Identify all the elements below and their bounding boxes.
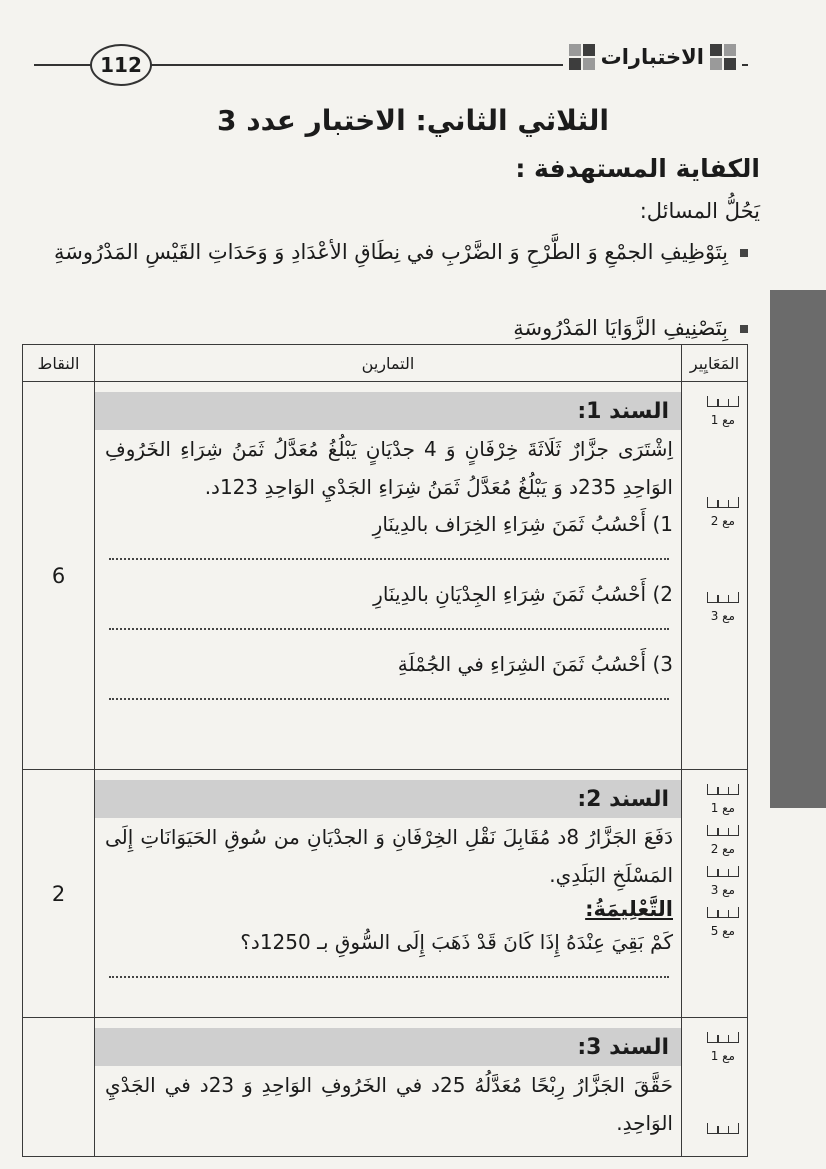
- squares-icon: [569, 44, 595, 70]
- score-box[interactable]: [707, 396, 739, 407]
- exercise-table: [22, 344, 748, 1157]
- bullet-square-icon: [740, 249, 748, 257]
- table-row: [23, 1018, 748, 1157]
- answer-line[interactable]: [109, 536, 669, 560]
- competency-bullet: بِتَصْنِيفِ الزَّوَايَا المَدْرُوسَةِ: [40, 308, 748, 348]
- competency-bullet: بِتَوْظِيفِ الجمْعِ وَ الطَّرْحِ وَ الضَّرْبِ في نِطَاقِ الأعْدَادِ وَ وَحَدَاتِ القَيْسِ المَدْرُوسَةِ: [40, 232, 748, 272]
- competency-lead: يَحُلُّ المسائل:: [639, 199, 760, 223]
- answer-line[interactable]: [109, 676, 669, 700]
- section-band: [95, 780, 681, 818]
- criterion-label: مع 1: [710, 1049, 735, 1063]
- section-title: السند 1:: [577, 398, 669, 424]
- score-box[interactable]: [707, 907, 739, 918]
- answer-line[interactable]: [109, 954, 669, 978]
- criterion-label: مع 3: [710, 609, 735, 623]
- points-cell: 6: [23, 382, 95, 770]
- exercise-cell: [95, 1018, 682, 1157]
- table-header-row: [23, 345, 748, 382]
- section-title: الاختبارات: [600, 45, 704, 69]
- question: 1) أَحْسُبُ ثَمَنَ شِرَاءِ الخِرَاف بالدِينَارِ: [372, 512, 673, 536]
- points-cell: [23, 1018, 95, 1157]
- score-box[interactable]: [707, 825, 739, 836]
- criterion-label: مع 2: [710, 514, 735, 528]
- score-box[interactable]: [707, 784, 739, 795]
- criteria-header: المَعَايِير: [682, 345, 748, 382]
- section-title: السند 3:: [577, 1034, 669, 1060]
- exercises-header: التمارين: [95, 345, 682, 382]
- squares-icon: [710, 44, 736, 70]
- section-title: السند 2:: [577, 786, 669, 812]
- section-text: حَقَّقَ الجَزَّارُ رِبْحًا مُعَدَّلُهُ 25د في الخَرُوفِ الوَاحِدِ وَ 23د في الجَدْيِ الوَاحِدِ.: [105, 1073, 673, 1135]
- question: 2) أَحْسُبُ ثَمَنَ شِرَاءِ الجِدْيَانِ بالدِينَارِ: [373, 582, 673, 606]
- score-box[interactable]: [707, 497, 739, 508]
- bullet-square-icon: [740, 325, 748, 333]
- criterion-label: مع 1: [710, 801, 735, 815]
- score-box[interactable]: [707, 1032, 739, 1043]
- section-text: اِشْتَرَى جزَّارٌ ثَلَاثَةَ خِرْفَانٍ وَ 4 جدْيَانٍ يَبْلُغُ مُعَدَّلُ ثَمَنُ شِرَاءِ الخَرُوفِ الوَاحِدِ 235د وَ يَبْلُغُ مُعَدَّلُ ثَمَنُ شِرَاءِ الجَدْيِ الوَاحِدِ 123د.: [105, 437, 673, 499]
- score-box[interactable]: [707, 866, 739, 877]
- criterion-label: مع 5: [710, 924, 735, 938]
- page-number: 112: [90, 44, 152, 86]
- competency-heading: الكفاية المستهدفة :: [515, 154, 760, 183]
- criteria-cell: [682, 770, 748, 1018]
- score-box[interactable]: [707, 1123, 739, 1134]
- criteria-cell: [682, 382, 748, 770]
- criterion-label: مع 2: [710, 842, 735, 856]
- section-header: [563, 44, 742, 70]
- section-band: [95, 392, 681, 430]
- points-cell: 2: [23, 770, 95, 1018]
- answer-line[interactable]: [109, 606, 669, 630]
- question: 3) أَحْسُبُ ثَمَنَ الشِرَاءِ في الجُمْلَةِ: [397, 652, 673, 676]
- criterion-label: مع 1: [710, 413, 735, 427]
- table-row: [23, 382, 748, 770]
- points-header: النقاط: [23, 345, 95, 382]
- instruction-label: التَّعْلِيمَةُ:: [585, 897, 673, 921]
- table-row: [23, 770, 748, 1018]
- score-box[interactable]: [707, 592, 739, 603]
- section-text: دَفَعَ الجَزَّارُ 8د مُقَابِلَ نَقْلِ الخِرْفَانِ وَ الجدْيَانِ من سُوقِ الحَيَوَانَاتِ إِلَى المَسْلَخِ البَلَدِي.: [105, 825, 673, 887]
- side-tab: [770, 290, 826, 808]
- section-band: [95, 1028, 681, 1066]
- page-title: الثلاثي الثاني: الاختبار عدد 3: [216, 104, 609, 137]
- exercise-cell: [95, 382, 682, 770]
- criteria-cell: [682, 1018, 748, 1157]
- criterion-label: مع 3: [710, 883, 735, 897]
- exercise-cell: [95, 770, 682, 1018]
- instruction-text: كَمْ بَقِيَ عِنْدَهُ إِذَا كَانَ قَدْ ذَهَبَ إِلَى السُّوقِ بـ 1250د؟: [240, 930, 673, 954]
